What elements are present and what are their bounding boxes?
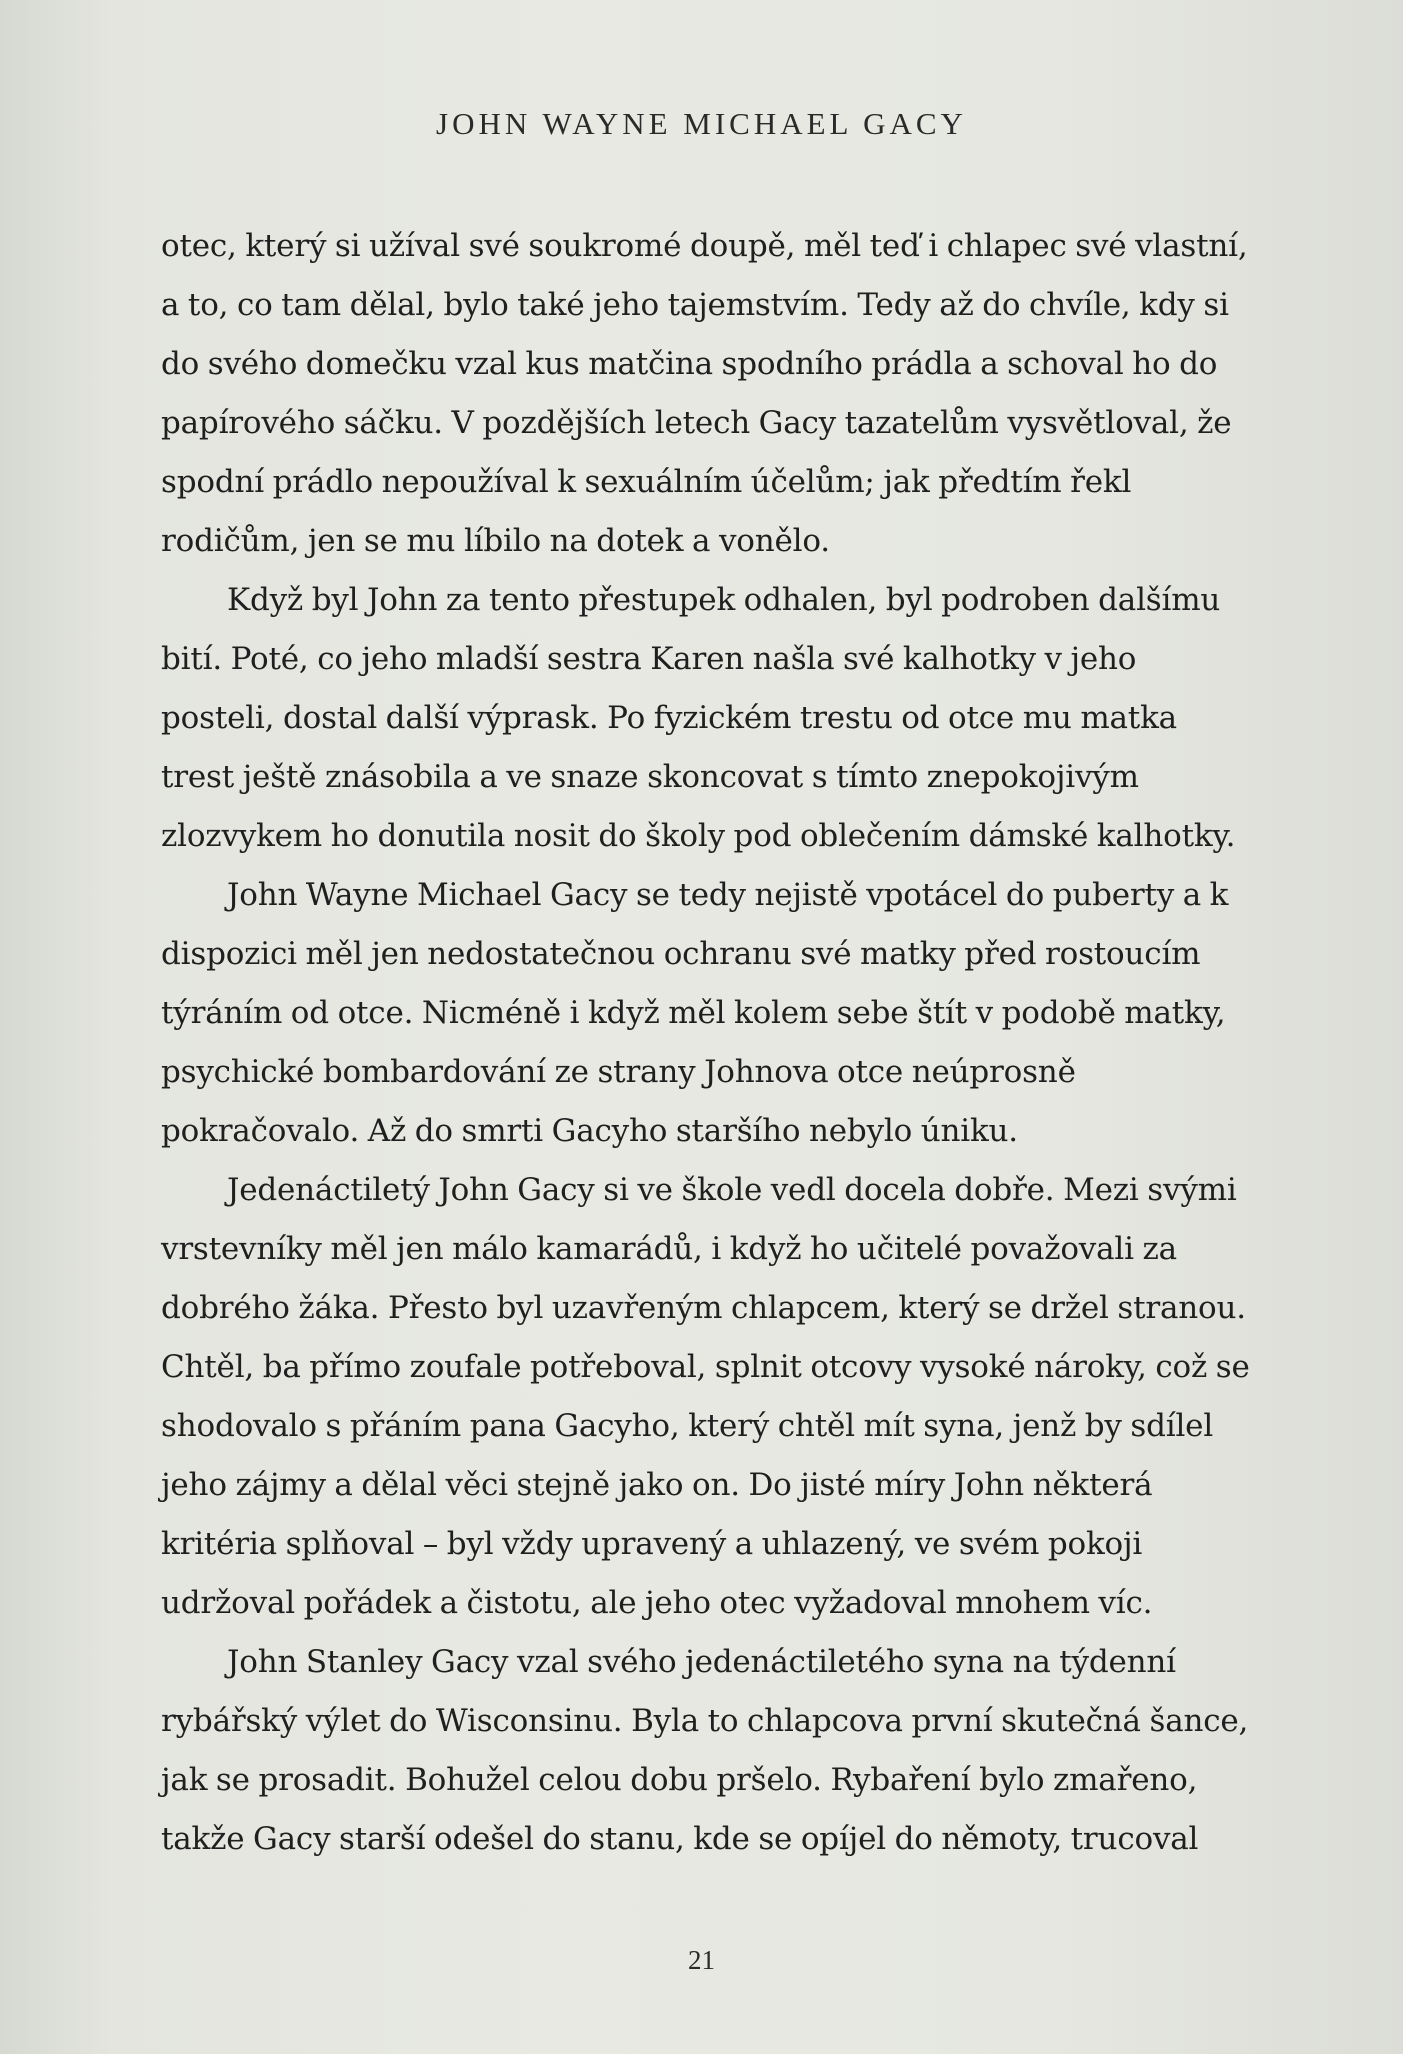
body-text [161, 217, 1257, 1869]
paragraph: John Stanley Gacy vzal svého jedenáctiletého syna na týdenní rybářský výlet do Wisconsinu. Byla to chlapcova první skutečná šance, jak se prosadit. Bohužel celou dobu pršelo. Rybaření bylo zmařeno, takže Gacy starší odešel do stanu, kde se opíjel do němoty, trucoval [161, 1644, 1249, 1857]
page-number: 21 [688, 1945, 715, 1975]
paragraph: Když byl John za tento přestupek odhalen, byl podroben dalšímu bití. Poté, co jeho mladší sestra Karen našla své kalhotky v jeho posteli, dostal další výprask. Po fyzickém trestu od otce mu matka trest ještě znásobila a ve snaze skoncovat s tímto znepokojivým zlozvykem ho donutila nosit do školy pod oblečením dámské kalhotky. [161, 582, 1236, 854]
paragraph-continued: otec, který si užíval své soukromé doupě, měl teď i chlapec své vlastní, a to, co tam dělal, bylo také jeho tajemstvím. Tedy až do chvíle, kdy si do svého domečku vzal kus matčina spodního prádla a schoval ho do papírového sáčku. V pozdějších letech Gacy tazatelům vysvětloval, že spodní prádlo nepoužíval k sexuálním účelům; jak předtím řekl rodičům, jen se mu líbilo na dotek a vonělo. [161, 228, 1248, 559]
running-head: JOHN WAYNE MICHAEL GACY [436, 106, 967, 141]
paragraph: John Wayne Michael Gacy se tedy nejistě vpotácel do puberty a k dispozici měl jen nedostatečnou ochranu své matky před rostoucím týráním od otce. Nicméně i když měl kolem sebe štít v podobě matky, psychické bombardování ze strany Johnova otce neúprosně pokračovalo. Až do smrti Gacyho staršího nebylo úniku. [161, 877, 1229, 1149]
paragraph: Jedenáctiletý John Gacy si ve škole vedl docela dobře. Mezi svými vrstevníky měl jen málo kamarádů, i když ho učitelé považovali za dobrého žáka. Přesto byl uzavřeným chlapcem, který se držel stranou. Chtěl, ba přímo zoufale potřeboval, splnit otcovy vysoké nároky, což se shodovalo s přáním pana Gacyho, který chtěl mít syna, jenž by sdílel jeho zájmy a dělal věci stejně jako on. Do jisté míry John některá kritéria splňoval – byl vždy upravený a uhlazený, ve svém pokoji udržoval pořádek a čistotu, ale jeho otec vyžadoval mnohem víc. [161, 1172, 1250, 1621]
